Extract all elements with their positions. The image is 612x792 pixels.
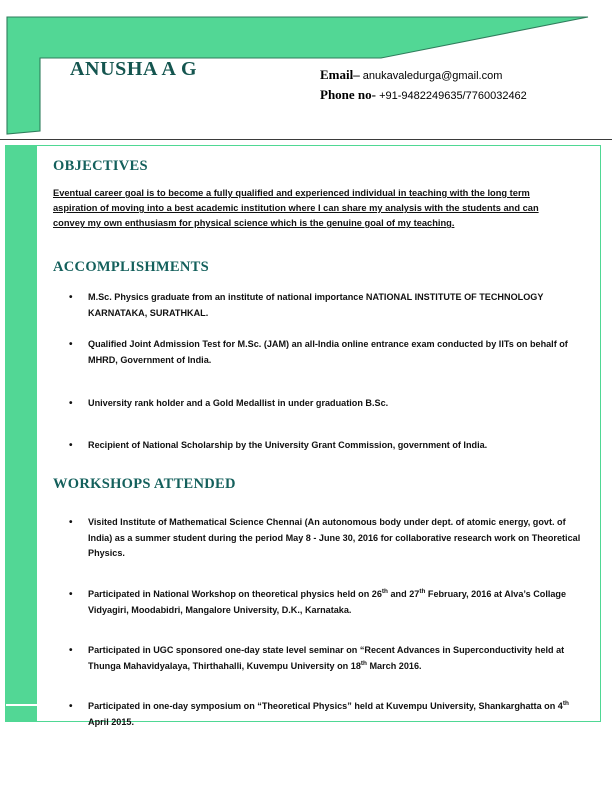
section-workshops bbox=[53, 476, 588, 731]
accomplishment-item: • University rank holder and a Gold Medallist in under graduation B.Sc. bbox=[53, 396, 588, 412]
ordinal-suffix: th bbox=[562, 700, 569, 708]
accomplishments-heading: ACCOMPLISHMENTS bbox=[53, 259, 209, 276]
workshops-heading: WORKSHOPS ATTENDED bbox=[53, 475, 236, 492]
email-value: anukavaledurga@gmail.com bbox=[362, 70, 503, 82]
candidate-name: ANUSHA A G bbox=[70, 58, 198, 80]
workshops-list bbox=[53, 515, 588, 731]
workshop-item: • Visited Institute of Mathematical Science Chennai (An autonomous body under dept. of atomic energy, govt. of India) as a summer student during the period May 8 - June 30, 2016 for collaborative research work on Theoretical Physics. bbox=[53, 515, 588, 562]
objectives-heading: OBJECTIVES bbox=[53, 158, 148, 174]
phone-row bbox=[320, 85, 527, 105]
ordinal-suffix: th bbox=[360, 659, 367, 667]
email-row bbox=[320, 65, 527, 85]
objectives-text: Eventual career goal is to become a fully qualified and experienced individual in teaching with the long term aspiration of moving into a best academic institution where I can share my analysis with the students and can convey my own enthusiasm for physical science which is the genuine goal of my teaching. bbox=[53, 188, 539, 229]
workshop-item: • Participated in one-day symposium on “Theoretical Physics” held at Kuvempu University, Shankarghatta on 4th April 2015. bbox=[53, 699, 588, 730]
content-frame bbox=[5, 145, 601, 728]
phone-label: Phone no bbox=[320, 87, 372, 103]
accomplishment-item: • Recipient of National Scholarship by the University Grant Commission, government of India. bbox=[53, 438, 588, 454]
accomplishment-item: • Qualified Joint Admission Test for M.Sc. (JAM) an all-India online entrance exam conducted by IITs on behalf of MHRD, Government of India. bbox=[53, 337, 588, 368]
workshop-item: • Participated in UGC sponsored one-day state level seminar on “Recent Advances in Superconductivity held at Thunga Mahavidyalaya, Thirthahalli, Kuvempu University on 18th March 2016. bbox=[53, 643, 588, 674]
accomplishments-list bbox=[53, 290, 588, 454]
left-accent-bar bbox=[6, 146, 37, 721]
content-body bbox=[53, 158, 588, 731]
contact-block bbox=[320, 65, 527, 105]
workshop-item: • Participated in National Workshop on theoretical physics held on 26th and 27th February, 2016 at Alva’s Collage Vidyagiri, Moodabidri, Mangalore University, D.K., Karnataka. bbox=[53, 587, 588, 618]
email-label: Email bbox=[320, 67, 354, 82]
header-divider-rule bbox=[0, 139, 612, 140]
left-accent-bar-gap bbox=[6, 704, 37, 706]
email-separator: – bbox=[353, 67, 360, 82]
phone-separator: - bbox=[371, 87, 376, 103]
ordinal-suffix: th bbox=[419, 587, 426, 595]
phone-value: +91-9482249635/7760032462 bbox=[379, 90, 527, 103]
ordinal-suffix: th bbox=[381, 587, 388, 595]
section-objectives bbox=[53, 158, 588, 231]
section-accomplishments bbox=[53, 259, 588, 454]
accomplishment-item: • M.Sc. Physics graduate from an institute of national importance NATIONAL INSTITUTE OF TECHNOLOGY KARNATAKA, SURATHKAL. bbox=[53, 290, 588, 321]
